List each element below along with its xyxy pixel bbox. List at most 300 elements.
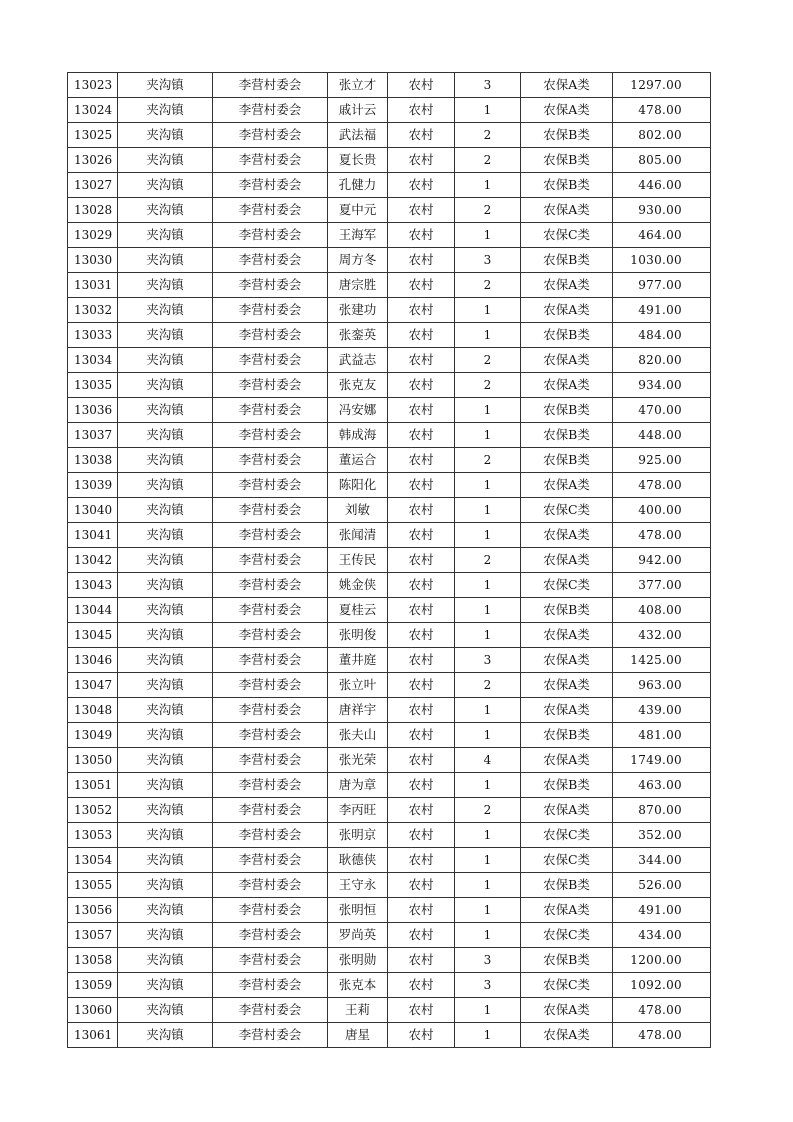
committee-cell: 李营村委会 [213,348,328,373]
household-count-cell: 1 [455,773,521,798]
insurance-category-cell: 农保A类 [521,298,613,323]
area-type-cell: 农村 [388,973,455,998]
committee-cell: 李营村委会 [213,523,328,548]
household-count-cell: 3 [455,648,521,673]
household-count-cell: 1 [455,823,521,848]
insurance-category-cell: 农保B类 [521,148,613,173]
record-id-cell: 13032 [68,298,118,323]
committee-cell: 李营村委会 [213,773,328,798]
household-count-cell: 1 [455,298,521,323]
household-count-cell: 3 [455,73,521,98]
insurance-category-cell: 农保A类 [521,273,613,298]
committee-cell: 李营村委会 [213,698,328,723]
insurance-category-cell: 农保B类 [521,448,613,473]
insurance-category-cell: 农保B类 [521,873,613,898]
amount-cell: 870.00 [613,798,711,823]
record-id-cell: 13030 [68,248,118,273]
town-cell: 夹沟镇 [118,523,213,548]
name-cell: 唐为章 [328,773,388,798]
household-count-cell: 1 [455,573,521,598]
area-type-cell: 农村 [388,598,455,623]
table-row [68,548,711,573]
record-id-cell: 13042 [68,548,118,573]
town-cell: 夹沟镇 [118,648,213,673]
area-type-cell: 农村 [388,198,455,223]
town-cell: 夹沟镇 [118,698,213,723]
name-cell: 张明勋 [328,948,388,973]
committee-cell: 李营村委会 [213,573,328,598]
town-cell: 夹沟镇 [118,898,213,923]
amount-cell: 464.00 [613,223,711,248]
committee-cell: 李营村委会 [213,473,328,498]
area-type-cell: 农村 [388,898,455,923]
area-type-cell: 农村 [388,323,455,348]
household-count-cell: 2 [455,673,521,698]
amount-cell: 805.00 [613,148,711,173]
insurance-category-cell: 农保A类 [521,798,613,823]
record-id-cell: 13025 [68,123,118,148]
area-type-cell: 农村 [388,923,455,948]
table-row [68,323,711,348]
table-row [68,773,711,798]
committee-cell: 李营村委会 [213,323,328,348]
table-row [68,398,711,423]
amount-cell: 344.00 [613,848,711,873]
record-id-cell: 13060 [68,998,118,1023]
area-type-cell: 农村 [388,73,455,98]
area-type-cell: 农村 [388,273,455,298]
name-cell: 张銮英 [328,323,388,348]
table-row [68,498,711,523]
committee-cell: 李营村委会 [213,298,328,323]
town-cell: 夹沟镇 [118,623,213,648]
record-id-cell: 13031 [68,273,118,298]
household-count-cell: 2 [455,123,521,148]
amount-cell: 977.00 [613,273,711,298]
town-cell: 夹沟镇 [118,448,213,473]
name-cell: 冯安娜 [328,398,388,423]
record-id-cell: 13039 [68,473,118,498]
area-type-cell: 农村 [388,648,455,673]
committee-cell: 李营村委会 [213,398,328,423]
name-cell: 张明俊 [328,623,388,648]
insurance-category-cell: 农保A类 [521,348,613,373]
record-id-cell: 13028 [68,198,118,223]
table-row [68,148,711,173]
area-type-cell: 农村 [388,823,455,848]
record-id-cell: 13043 [68,573,118,598]
town-cell: 夹沟镇 [118,73,213,98]
household-count-cell: 1 [455,223,521,248]
name-cell: 张克本 [328,973,388,998]
insurance-category-cell: 农保C类 [521,973,613,998]
town-cell: 夹沟镇 [118,998,213,1023]
table-row [68,923,711,948]
table-row [68,198,711,223]
record-id-cell: 13053 [68,823,118,848]
town-cell: 夹沟镇 [118,348,213,373]
insurance-category-cell: 农保B类 [521,398,613,423]
insurance-category-cell: 农保B类 [521,598,613,623]
record-id-cell: 13044 [68,598,118,623]
name-cell: 夏长贵 [328,148,388,173]
record-id-cell: 13029 [68,223,118,248]
insurance-category-cell: 农保A类 [521,1023,613,1048]
household-count-cell: 1 [455,623,521,648]
table-row [68,673,711,698]
amount-cell: 942.00 [613,548,711,573]
household-count-cell: 1 [455,98,521,123]
area-type-cell: 农村 [388,523,455,548]
town-cell: 夹沟镇 [118,673,213,698]
amount-cell: 820.00 [613,348,711,373]
committee-cell: 李营村委会 [213,873,328,898]
amount-cell: 934.00 [613,373,711,398]
amount-cell: 481.00 [613,723,711,748]
record-id-cell: 13040 [68,498,118,523]
committee-cell: 李营村委会 [213,98,328,123]
name-cell: 周方冬 [328,248,388,273]
committee-cell: 李营村委会 [213,798,328,823]
amount-cell: 478.00 [613,98,711,123]
town-cell: 夹沟镇 [118,323,213,348]
amount-cell: 439.00 [613,698,711,723]
amount-cell: 377.00 [613,573,711,598]
name-cell: 张明恒 [328,898,388,923]
committee-cell: 李营村委会 [213,723,328,748]
town-cell: 夹沟镇 [118,198,213,223]
insurance-category-cell: 农保A类 [521,373,613,398]
area-type-cell: 农村 [388,848,455,873]
name-cell: 韩成海 [328,423,388,448]
household-count-cell: 1 [455,598,521,623]
household-count-cell: 1 [455,898,521,923]
insurance-category-cell: 农保C类 [521,223,613,248]
amount-cell: 484.00 [613,323,711,348]
household-count-cell: 2 [455,373,521,398]
town-cell: 夹沟镇 [118,598,213,623]
table-row [68,648,711,673]
town-cell: 夹沟镇 [118,498,213,523]
name-cell: 张立叶 [328,673,388,698]
area-type-cell: 农村 [388,448,455,473]
insurance-category-cell: 农保A类 [521,748,613,773]
table-row [68,248,711,273]
committee-cell: 李营村委会 [213,498,328,523]
table-row [68,723,711,748]
area-type-cell: 农村 [388,298,455,323]
area-type-cell: 农村 [388,98,455,123]
committee-cell: 李营村委会 [213,648,328,673]
name-cell: 王海军 [328,223,388,248]
area-type-cell: 农村 [388,998,455,1023]
amount-cell: 408.00 [613,598,711,623]
household-count-cell: 1 [455,173,521,198]
town-cell: 夹沟镇 [118,773,213,798]
table-row [68,423,711,448]
town-cell: 夹沟镇 [118,123,213,148]
household-count-cell: 1 [455,848,521,873]
record-id-cell: 13037 [68,423,118,448]
household-count-cell: 1 [455,498,521,523]
name-cell: 孔健力 [328,173,388,198]
town-cell: 夹沟镇 [118,223,213,248]
area-type-cell: 农村 [388,348,455,373]
committee-cell: 李营村委会 [213,848,328,873]
town-cell: 夹沟镇 [118,473,213,498]
amount-cell: 478.00 [613,1023,711,1048]
amount-cell: 1030.00 [613,248,711,273]
committee-cell: 李营村委会 [213,823,328,848]
table-row [68,98,711,123]
area-type-cell: 农村 [388,148,455,173]
town-cell: 夹沟镇 [118,873,213,898]
table-row [68,973,711,998]
committee-cell: 李营村委会 [213,948,328,973]
record-id-cell: 13052 [68,798,118,823]
insurance-category-cell: 农保A类 [521,998,613,1023]
table-body [68,73,711,1048]
household-count-cell: 3 [455,248,521,273]
town-cell: 夹沟镇 [118,1023,213,1048]
insurance-category-cell: 农保C类 [521,848,613,873]
record-id-cell: 13061 [68,1023,118,1048]
table-row [68,898,711,923]
table-row [68,473,711,498]
insurance-category-cell: 农保A类 [521,523,613,548]
record-id-cell: 13045 [68,623,118,648]
insurance-category-cell: 农保C类 [521,498,613,523]
town-cell: 夹沟镇 [118,748,213,773]
area-type-cell: 农村 [388,873,455,898]
name-cell: 李丙旺 [328,798,388,823]
committee-cell: 李营村委会 [213,623,328,648]
town-cell: 夹沟镇 [118,548,213,573]
record-id-cell: 13058 [68,948,118,973]
town-cell: 夹沟镇 [118,723,213,748]
table-row [68,173,711,198]
record-id-cell: 13033 [68,323,118,348]
insurance-category-cell: 农保A类 [521,548,613,573]
area-type-cell: 农村 [388,423,455,448]
amount-cell: 478.00 [613,473,711,498]
committee-cell: 李营村委会 [213,148,328,173]
record-id-cell: 13023 [68,73,118,98]
name-cell: 王莉 [328,998,388,1023]
table-row [68,623,711,648]
household-count-cell: 2 [455,273,521,298]
name-cell: 夏中元 [328,198,388,223]
amount-cell: 925.00 [613,448,711,473]
insurance-category-cell: 农保B类 [521,773,613,798]
area-type-cell: 农村 [388,123,455,148]
table-row [68,1023,711,1048]
table-row [68,748,711,773]
insurance-category-cell: 农保A类 [521,73,613,98]
committee-cell: 李营村委会 [213,273,328,298]
area-type-cell: 农村 [388,398,455,423]
area-type-cell: 农村 [388,248,455,273]
insurance-category-cell: 农保B类 [521,173,613,198]
area-type-cell: 农村 [388,173,455,198]
area-type-cell: 农村 [388,1023,455,1048]
committee-cell: 李营村委会 [213,198,328,223]
name-cell: 武益志 [328,348,388,373]
amount-cell: 1200.00 [613,948,711,973]
area-type-cell: 农村 [388,723,455,748]
household-count-cell: 1 [455,523,521,548]
record-id-cell: 13051 [68,773,118,798]
insurance-category-cell: 农保A类 [521,98,613,123]
insurance-category-cell: 农保C类 [521,823,613,848]
household-count-cell: 1 [455,723,521,748]
household-count-cell: 3 [455,973,521,998]
record-id-cell: 13055 [68,873,118,898]
insurance-category-cell: 农保A类 [521,473,613,498]
area-type-cell: 农村 [388,223,455,248]
name-cell: 王传民 [328,548,388,573]
household-count-cell: 2 [455,148,521,173]
record-id-cell: 13056 [68,898,118,923]
table-row [68,798,711,823]
insurance-category-cell: 农保C类 [521,573,613,598]
table-row [68,598,711,623]
insurance-category-cell: 农保B类 [521,423,613,448]
name-cell: 唐祥宇 [328,698,388,723]
amount-cell: 1297.00 [613,73,711,98]
record-id-cell: 13050 [68,748,118,773]
town-cell: 夹沟镇 [118,273,213,298]
area-type-cell: 农村 [388,773,455,798]
insurance-category-cell: 农保A类 [521,898,613,923]
committee-cell: 李营村委会 [213,423,328,448]
committee-cell: 李营村委会 [213,673,328,698]
table-row [68,373,711,398]
household-count-cell: 2 [455,198,521,223]
insurance-category-cell: 农保B类 [521,948,613,973]
amount-cell: 930.00 [613,198,711,223]
name-cell: 陈阳化 [328,473,388,498]
household-count-cell: 4 [455,748,521,773]
amount-cell: 1092.00 [613,973,711,998]
table-row [68,123,711,148]
area-type-cell: 农村 [388,798,455,823]
town-cell: 夹沟镇 [118,148,213,173]
amount-cell: 434.00 [613,923,711,948]
insurance-category-cell: 农保B类 [521,123,613,148]
town-cell: 夹沟镇 [118,423,213,448]
household-count-cell: 1 [455,873,521,898]
committee-cell: 李营村委会 [213,248,328,273]
amount-cell: 478.00 [613,998,711,1023]
town-cell: 夹沟镇 [118,923,213,948]
name-cell: 唐宗胜 [328,273,388,298]
committee-cell: 李营村委会 [213,448,328,473]
name-cell: 张建功 [328,298,388,323]
insurance-category-cell: 农保A类 [521,623,613,648]
insurance-category-cell: 农保A类 [521,698,613,723]
name-cell: 唐星 [328,1023,388,1048]
town-cell: 夹沟镇 [118,248,213,273]
town-cell: 夹沟镇 [118,173,213,198]
record-id-cell: 13054 [68,848,118,873]
record-id-cell: 13038 [68,448,118,473]
household-count-cell: 2 [455,348,521,373]
committee-cell: 李营村委会 [213,748,328,773]
name-cell: 刘敏 [328,498,388,523]
committee-cell: 李营村委会 [213,923,328,948]
committee-cell: 李营村委会 [213,898,328,923]
area-type-cell: 农村 [388,473,455,498]
record-id-cell: 13041 [68,523,118,548]
record-id-cell: 13026 [68,148,118,173]
table-row [68,873,711,898]
area-type-cell: 农村 [388,698,455,723]
town-cell: 夹沟镇 [118,948,213,973]
town-cell: 夹沟镇 [118,823,213,848]
insurance-category-cell: 农保A类 [521,648,613,673]
table-row [68,73,711,98]
record-id-cell: 13035 [68,373,118,398]
amount-cell: 352.00 [613,823,711,848]
household-count-cell: 1 [455,323,521,348]
committee-cell: 李营村委会 [213,123,328,148]
name-cell: 罗尚英 [328,923,388,948]
table-row [68,848,711,873]
name-cell: 张克友 [328,373,388,398]
name-cell: 张闻清 [328,523,388,548]
amount-cell: 463.00 [613,773,711,798]
insurance-category-cell: 农保C类 [521,923,613,948]
amount-cell: 448.00 [613,423,711,448]
area-type-cell: 农村 [388,748,455,773]
committee-cell: 李营村委会 [213,373,328,398]
amount-cell: 1425.00 [613,648,711,673]
table-row [68,698,711,723]
area-type-cell: 农村 [388,948,455,973]
area-type-cell: 农村 [388,373,455,398]
town-cell: 夹沟镇 [118,973,213,998]
town-cell: 夹沟镇 [118,98,213,123]
household-count-cell: 3 [455,948,521,973]
area-type-cell: 农村 [388,548,455,573]
table-row [68,523,711,548]
table-row [68,298,711,323]
name-cell: 戚计云 [328,98,388,123]
name-cell: 张光荣 [328,748,388,773]
household-count-cell: 1 [455,398,521,423]
amount-cell: 400.00 [613,498,711,523]
amount-cell: 470.00 [613,398,711,423]
record-id-cell: 13046 [68,648,118,673]
amount-cell: 491.00 [613,298,711,323]
town-cell: 夹沟镇 [118,298,213,323]
household-count-cell: 2 [455,448,521,473]
area-type-cell: 农村 [388,623,455,648]
name-cell: 张夫山 [328,723,388,748]
area-type-cell: 农村 [388,498,455,523]
insurance-category-cell: 农保B类 [521,323,613,348]
name-cell: 武法福 [328,123,388,148]
amount-cell: 963.00 [613,673,711,698]
committee-cell: 李营村委会 [213,548,328,573]
record-id-cell: 13059 [68,973,118,998]
committee-cell: 李营村委会 [213,173,328,198]
household-count-cell: 2 [455,798,521,823]
table-row [68,223,711,248]
name-cell: 姚金侠 [328,573,388,598]
insurance-category-cell: 农保A类 [521,198,613,223]
